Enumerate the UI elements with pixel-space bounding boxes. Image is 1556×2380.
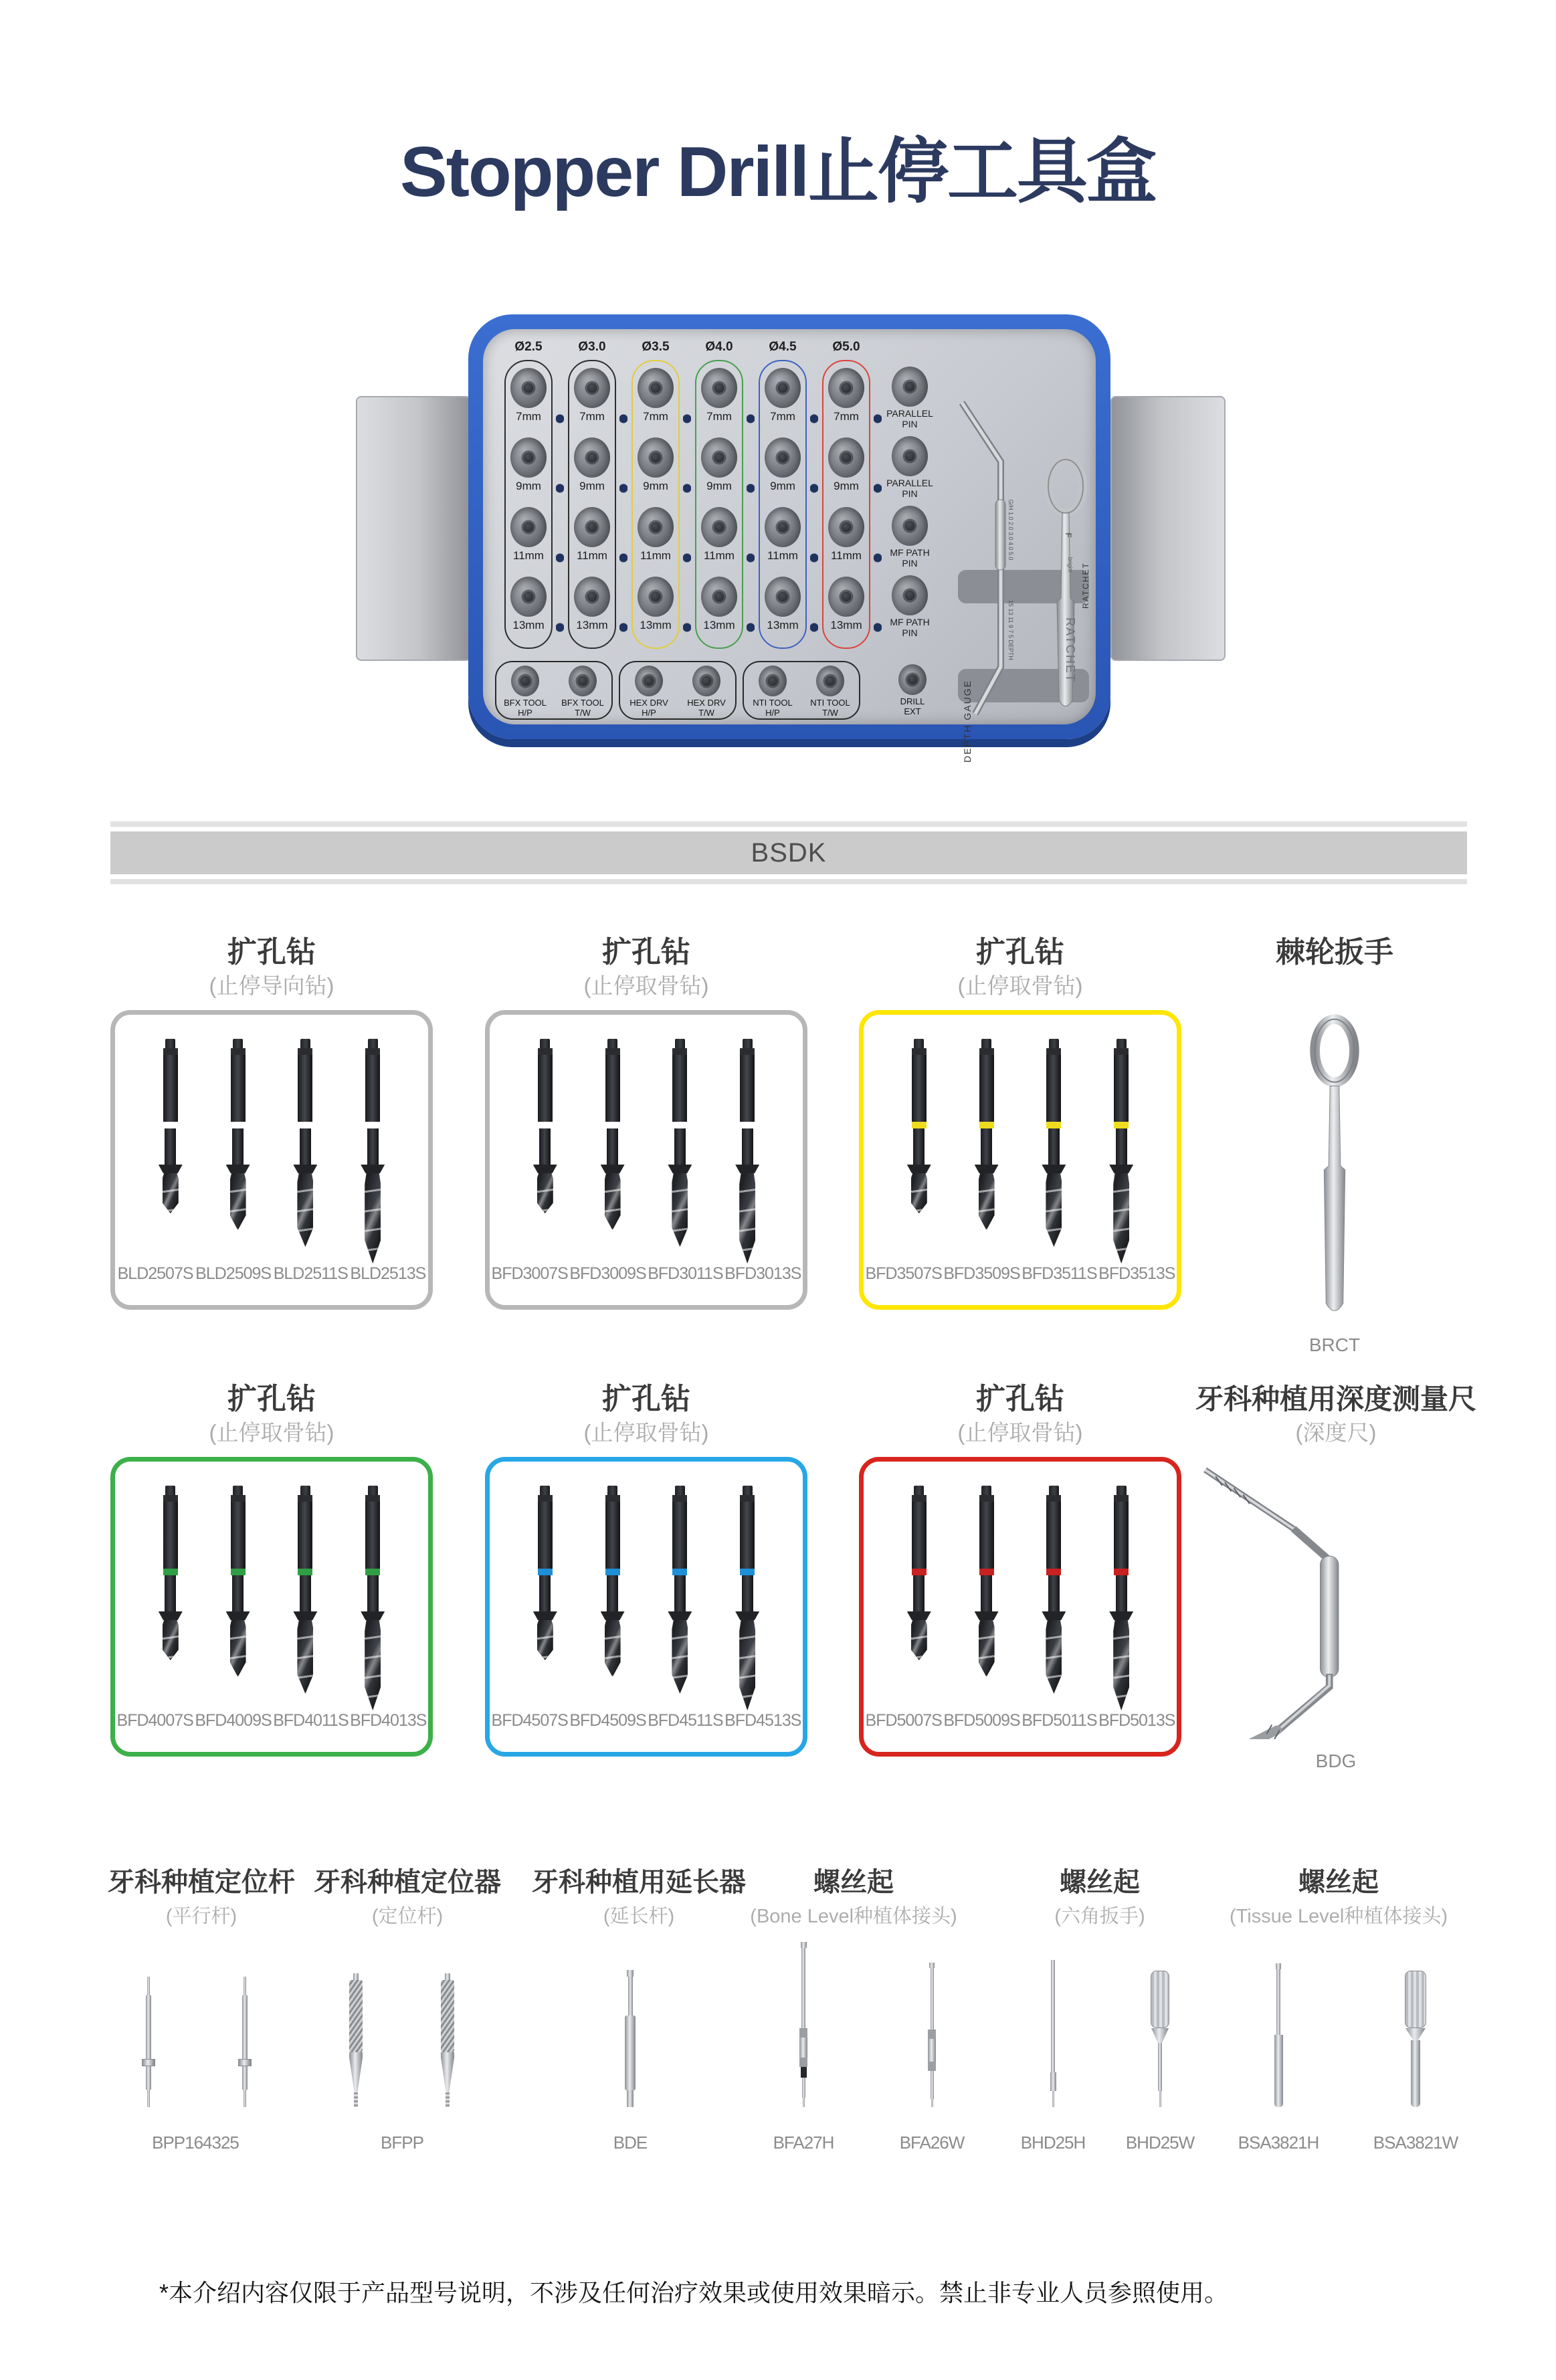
- drill-illustration: [975, 1039, 999, 1230]
- index-dots: [619, 360, 627, 649]
- section-driver-hex: [999, 1866, 1200, 1928]
- slot-depth-label: 13mm: [640, 619, 672, 631]
- drill-slot-hole: [574, 368, 610, 408]
- drill-slot-hole: [701, 368, 737, 408]
- part-code: BFD4507S: [491, 1711, 568, 1730]
- pin-slot-hole: [892, 506, 928, 546]
- drill-slot-hole: [701, 577, 737, 617]
- slot-depth-label: 11mm: [767, 549, 798, 562]
- part-code: BFA26W: [899, 2133, 965, 2153]
- ratchet-print-label: RATCHET: [1081, 562, 1090, 609]
- column-diameter-label: Ø4.5: [769, 340, 797, 354]
- drill-slot-hole: [510, 507, 547, 547]
- group-subtitle: (止停取骨钻): [583, 1420, 709, 1445]
- section-title: 螺丝起: [813, 1868, 894, 1897]
- drill-slot-hole: [510, 368, 547, 408]
- part-code: BSA3821H: [1238, 2133, 1319, 2153]
- part-code: BLD2513S: [350, 1264, 426, 1283]
- drill-box: [485, 1010, 807, 1310]
- part-code: BFD4513S: [724, 1711, 801, 1730]
- drill-slot-hole: [574, 437, 610, 478]
- section-driver-bone-level: [720, 1866, 987, 1928]
- extender-illustration: [623, 1970, 637, 2107]
- part-code: BLD2509S: [195, 1264, 272, 1283]
- tool-label: BFX TOOL H/P: [504, 698, 547, 718]
- drill-illustration: [1109, 1486, 1133, 1710]
- group-subtitle: (止停取骨钻): [209, 1420, 334, 1445]
- disclaimer-footnote: *本介绍内容仅限于产品型号说明，不涉及任何治疗效果或使用效果暗示。禁止非专业人员参照使用。: [159, 2279, 1229, 2306]
- drill-illustration: [735, 1039, 759, 1264]
- tool-label: NTI TOOL H/P: [753, 698, 793, 718]
- drill-ext-slot: [886, 664, 939, 716]
- column-diameter-label: Ø3.5: [642, 340, 670, 354]
- part-code: BFD5009S: [943, 1711, 1020, 1730]
- column-outline: [695, 360, 743, 649]
- index-dots: [556, 360, 564, 649]
- part-code: BFD4011S: [273, 1711, 349, 1730]
- section-subtitle: (延长杆): [603, 1906, 675, 1927]
- instrument-subtitle-spacer: [1204, 973, 1465, 999]
- positioner-illustration: [348, 1973, 364, 2107]
- group-title: 扩孔钻: [227, 1383, 316, 1415]
- index-dots: [810, 360, 818, 649]
- drill-slot-hole: [828, 507, 864, 547]
- drill-illustration: [533, 1486, 557, 1660]
- instrument-code: BRCT: [1308, 1334, 1361, 1355]
- section-subtitle: (Tissue Level种植体接头): [1229, 1906, 1448, 1927]
- slot-depth-label: 7mm: [643, 410, 668, 423]
- group-subtitle: (止停取骨钻): [583, 973, 709, 998]
- driver-bfa27h-illustration: [798, 1933, 809, 2107]
- drill-slot-hole: [510, 577, 547, 617]
- driver-bhd25w-illustration: [1151, 1970, 1169, 2107]
- column-diameter-label: Ø4.0: [705, 340, 733, 354]
- tool-label: HEX DRV T/W: [687, 698, 726, 718]
- group-title: 扩孔钻: [976, 1383, 1064, 1415]
- tray-column-4_0: [694, 338, 745, 649]
- part-code: BFA27H: [773, 2133, 834, 2153]
- group-bone-drills-30: [485, 935, 807, 1310]
- drill-illustration: [668, 1486, 692, 1694]
- drill-slot-hole: [828, 437, 864, 478]
- pin-slot-hole: [892, 436, 928, 476]
- pin-slot-hole: [892, 367, 928, 407]
- drill-illustration: [361, 1486, 385, 1710]
- svg-text:RATCHET: RATCHET: [1064, 617, 1077, 683]
- slot-depth-label: 11mm: [831, 549, 862, 562]
- drill-illustration: [668, 1039, 692, 1247]
- hex-drv-box: [619, 661, 737, 720]
- part-code: BFD4013S: [350, 1711, 427, 1730]
- drill-illustration: [293, 1039, 317, 1247]
- slot-depth-label: 7mm: [579, 410, 605, 423]
- slot-depth-label: 13mm: [767, 619, 799, 631]
- drill-slot-hole: [828, 577, 864, 617]
- column-outline: [568, 360, 616, 649]
- tool-hole: [816, 666, 844, 696]
- tray-right-flap: [1110, 396, 1226, 661]
- tool-hole: [898, 664, 927, 695]
- slot-depth-label: 13mm: [512, 619, 545, 631]
- part-code: BFD5007S: [865, 1711, 942, 1730]
- part-code: BFD4009S: [195, 1711, 272, 1730]
- tool-label: NTI TOOL T/W: [810, 698, 850, 718]
- drill-slot-hole: [765, 437, 801, 478]
- drill-slot-hole: [828, 368, 864, 408]
- depth-gauge-print-label: DEPTH GAUGE: [962, 680, 973, 763]
- driver-bsa3821w-illustration: [1405, 1968, 1426, 2107]
- drill-illustration: [159, 1486, 183, 1660]
- part-code: BFD4509S: [569, 1711, 646, 1730]
- part-code: BHD25H: [1020, 2133, 1086, 2153]
- group-guide-drills: [110, 935, 433, 1310]
- part-code: BFD4511S: [648, 1711, 723, 1730]
- tray-column-5_0: [821, 338, 872, 649]
- drill-slot-hole: [510, 437, 547, 478]
- slot-depth-label: 9mm: [834, 480, 859, 492]
- slot-depth-label: 7mm: [516, 410, 541, 423]
- group-subtitle: (止停取骨钻): [957, 1420, 1083, 1445]
- drill-illustration: [226, 1039, 250, 1230]
- tray-left-flap: [356, 396, 471, 661]
- slot-depth-label: 7mm: [706, 410, 732, 423]
- part-code: BFD4007S: [116, 1711, 193, 1730]
- parallel-pin-illustration: [238, 1977, 252, 2107]
- drill-slot-hole: [701, 437, 737, 478]
- pin-label: PARALLEL PIN: [886, 478, 933, 499]
- driver-bfa26w-illustration: [927, 1957, 937, 2107]
- part-code: BFD3011S: [648, 1264, 723, 1283]
- tray-column-3_0: [567, 338, 617, 649]
- group-subtitle: (止停取骨钻): [957, 973, 1083, 998]
- part-code: BFD3007S: [491, 1264, 568, 1283]
- drill-box: [485, 1457, 807, 1757]
- ratchet-illustration: [1288, 1009, 1381, 1323]
- svg-text:bright: bright: [1067, 557, 1074, 573]
- section-driver-tissue-level: [1191, 1866, 1486, 1928]
- slot-depth-label: 11mm: [704, 549, 735, 562]
- slot-depth-label: 7mm: [834, 410, 859, 423]
- slot-depth-label: 7mm: [770, 410, 795, 423]
- pin-label: PARALLEL PIN: [886, 408, 933, 429]
- pin-label: MF PATH PIN: [890, 617, 930, 638]
- part-code: BLD2507S: [117, 1264, 193, 1283]
- tool-hole: [635, 666, 663, 696]
- depth-gauge-panel: [1179, 1382, 1493, 1772]
- part-code: BFD3009S: [569, 1264, 646, 1283]
- pin-column: [879, 360, 941, 649]
- drill-illustration: [1109, 1039, 1133, 1264]
- instrument-title: 棘轮扳手: [1276, 936, 1393, 969]
- drill-slot-hole: [765, 507, 801, 547]
- drill-illustration: [975, 1486, 999, 1677]
- section-subtitle: (Bone Level种植体接头): [750, 1906, 957, 1927]
- drill-illustration: [361, 1039, 385, 1264]
- section-title: 牙科种植定位杆: [108, 1868, 295, 1897]
- part-code: BFD3013S: [724, 1264, 801, 1283]
- slot-depth-label: 11mm: [513, 549, 544, 562]
- instrument-title: 牙科种植用深度测量尺: [1195, 1383, 1476, 1415]
- banner-bottom-line: [110, 879, 1467, 884]
- svg-text:15 13 11 9 7 5 DEPTH: 15 13 11 9 7 5 DEPTH: [1007, 600, 1014, 660]
- slot-depth-label: 13mm: [830, 619, 862, 631]
- tray-surface: [483, 329, 1096, 763]
- part-code: BDE: [613, 2133, 648, 2153]
- instrument-code: BDG: [1315, 1751, 1357, 1771]
- driver-bhd25h-illustration: [1049, 1959, 1057, 2107]
- tool-label: DRILL EXT: [900, 696, 925, 716]
- driver-bsa3821h-illustration: [1273, 1959, 1284, 2107]
- section-positioner: [300, 1866, 514, 1928]
- column-outline: [822, 360, 870, 649]
- page-title: Stopper Drill止停工具盒: [399, 132, 1157, 211]
- group-bone-drills-45: [485, 1382, 807, 1757]
- svg-text:G/H 1.0 2.0 3.0 4.0 5.0: G/H 1.0 2.0 3.0 4.0 5.0: [1007, 499, 1014, 561]
- part-code: BLD2511S: [273, 1264, 348, 1283]
- instrument-subtitle: (深度尺): [1295, 1420, 1377, 1445]
- drill-illustration: [601, 1039, 625, 1230]
- positioner-illustration: [440, 1973, 456, 2107]
- part-code: BFD3509S: [943, 1264, 1020, 1283]
- drill-illustration: [533, 1039, 557, 1213]
- drill-illustration: [293, 1486, 317, 1694]
- group-title: 扩孔钻: [602, 1383, 690, 1415]
- slot-depth-label: 13mm: [703, 619, 735, 631]
- section-subtitle: (平行杆): [165, 1906, 237, 1927]
- part-code: BSA3821W: [1373, 2133, 1458, 2153]
- tool-label: HEX DRV H/P: [629, 698, 668, 718]
- drill-slot-hole: [638, 368, 674, 408]
- group-bone-drills-35: [859, 935, 1181, 1310]
- part-code: BHD25W: [1125, 2133, 1195, 2153]
- drill-illustration: [226, 1486, 250, 1677]
- column-diameter-label: Ø5.0: [832, 340, 860, 354]
- drill-box: [859, 1010, 1181, 1310]
- section-parallel-pin: [94, 1866, 308, 1928]
- group-subtitle: (止停导向钻): [209, 973, 334, 998]
- tool-hole: [692, 666, 720, 696]
- bfx-tool-box: [495, 661, 613, 720]
- pin-slot-hole: [892, 575, 928, 615]
- tool-hole: [759, 666, 787, 696]
- part-code: BFD5011S: [1022, 1711, 1097, 1730]
- pin-label: MF PATH PIN: [890, 547, 930, 569]
- drill-illustration: [601, 1486, 625, 1677]
- tray-column-3_5: [630, 338, 681, 649]
- drill-illustration: [1042, 1039, 1066, 1247]
- part-code: BFPP: [381, 2133, 423, 2153]
- svg-text:F: F: [1064, 532, 1073, 538]
- group-title: 扩孔钻: [602, 936, 690, 969]
- group-bone-drills-50: [859, 1382, 1181, 1757]
- drill-slot-hole: [701, 507, 737, 547]
- section-title: 牙科种植用延长器: [532, 1868, 746, 1897]
- slot-depth-label: 11mm: [577, 549, 607, 562]
- drill-box: [110, 1457, 433, 1757]
- tool-hole: [511, 666, 539, 696]
- part-code: BFD5013S: [1098, 1711, 1175, 1730]
- tray-column-2_5: [503, 338, 554, 649]
- drill-illustration: [735, 1486, 759, 1710]
- drill-slot-hole: [638, 507, 674, 547]
- section-title: 螺丝起: [1060, 1868, 1140, 1897]
- parallel-pin-illustration: [142, 1977, 155, 2107]
- ratchet-panel: [1204, 935, 1465, 1356]
- drill-slot-hole: [574, 577, 610, 617]
- drill-slot-hole: [765, 368, 801, 408]
- slot-depth-label: 9mm: [643, 480, 668, 492]
- part-code: BFD3513S: [1098, 1264, 1175, 1283]
- column-diameter-label: Ø2.5: [514, 340, 543, 354]
- column-outline: [504, 360, 553, 649]
- part-code: BFD3511S: [1022, 1264, 1097, 1283]
- part-code: BPP164325: [152, 2133, 239, 2153]
- section-title: 牙科种植定位器: [314, 1868, 501, 1897]
- drill-illustration: [1042, 1486, 1066, 1694]
- slot-depth-label: 9mm: [770, 480, 795, 492]
- tool-label: BFX TOOL T/W: [561, 698, 604, 718]
- index-dots: [747, 360, 755, 649]
- index-dots: [683, 360, 691, 649]
- drill-box: [859, 1457, 1181, 1757]
- slot-depth-label: 11mm: [640, 549, 671, 562]
- section-subtitle: (六角扳手): [1054, 1906, 1145, 1927]
- section-subtitle: (定位杆): [371, 1906, 444, 1927]
- drill-illustration: [907, 1486, 931, 1660]
- slot-depth-label: 13mm: [576, 619, 608, 631]
- group-title: 扩孔钻: [976, 936, 1064, 969]
- section-title: 螺丝起: [1298, 1868, 1379, 1897]
- part-code: BFD3507S: [865, 1264, 942, 1283]
- tray-column-4_5: [757, 338, 808, 649]
- column-outline: [759, 360, 807, 649]
- group-bone-drills-40: [110, 1382, 433, 1757]
- slot-depth-label: 9mm: [706, 480, 732, 492]
- drill-box: [110, 1010, 433, 1310]
- group-title: 扩孔钻: [227, 936, 316, 969]
- column-diameter-label: Ø3.0: [578, 340, 606, 354]
- slot-depth-label: 9mm: [579, 480, 605, 492]
- slot-depth-label: 9mm: [516, 480, 541, 492]
- drill-slot-hole: [574, 507, 610, 547]
- drill-illustration: [907, 1039, 931, 1213]
- drill-illustration: [159, 1039, 183, 1213]
- column-outline: [631, 360, 680, 649]
- banner-bar: BSDK: [110, 831, 1467, 874]
- depth-gauge-illustration: [1182, 1452, 1490, 1739]
- kit-banner: [110, 821, 1467, 884]
- tool-hole: [569, 666, 597, 696]
- drill-slot-hole: [765, 577, 801, 617]
- banner-top-line: [110, 821, 1467, 827]
- drill-slot-hole: [638, 577, 674, 617]
- drill-slot-hole: [638, 437, 674, 478]
- nti-tool-box: [743, 661, 860, 720]
